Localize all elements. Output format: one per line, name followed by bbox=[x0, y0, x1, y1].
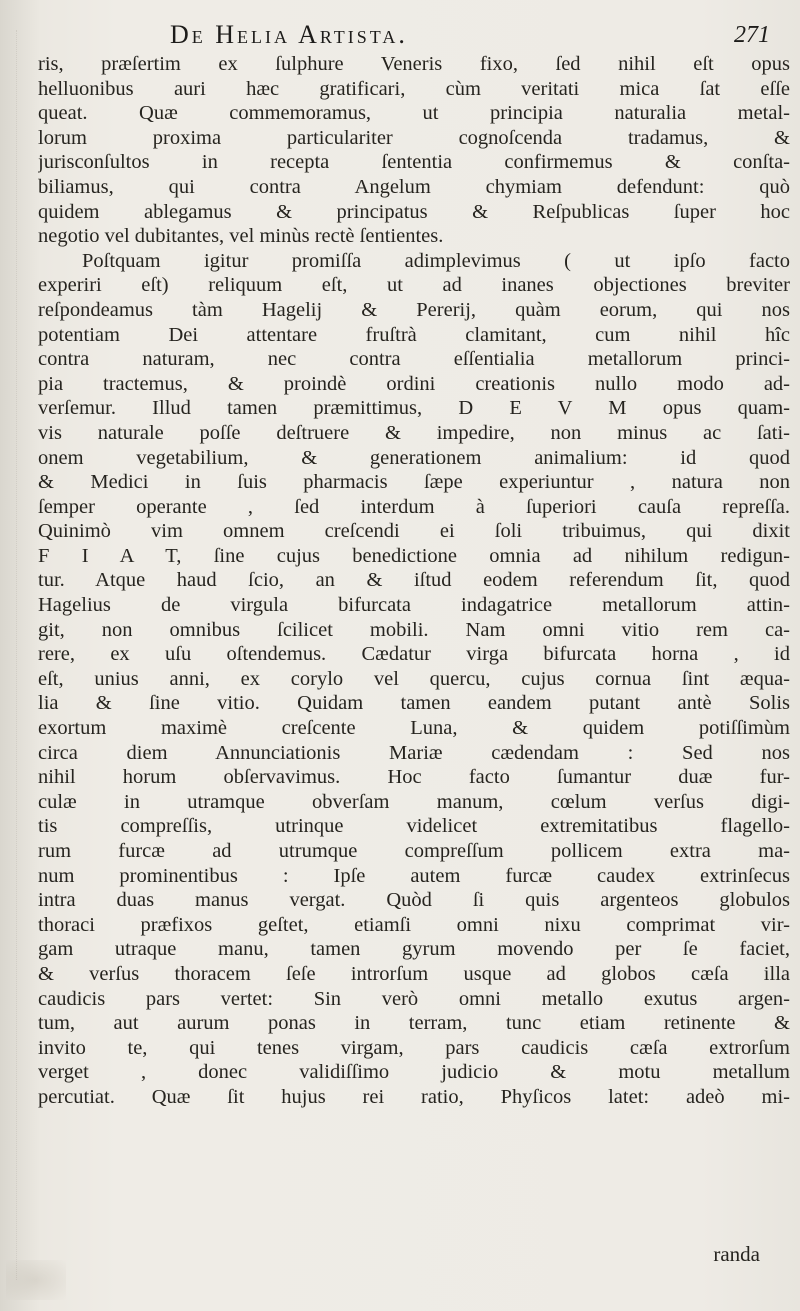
catchword: randa bbox=[713, 1242, 760, 1266]
text-line: gam utraque manu, tamen gyrum movendo per ſe faciet, bbox=[38, 938, 790, 961]
text-line: verget , donec validiſſimo judicio & motu metallum bbox=[38, 1061, 790, 1084]
text-line: & verſus thoracem ſeſe introrſum usque ad globos cæſa illa bbox=[38, 962, 790, 985]
text-line: & Medici in ſuis pharmacis ſæpe experiuntur , natura non bbox=[38, 471, 790, 494]
text-line: nihil horum obſervavimus. Hoc facto ſumantur duæ fur- bbox=[38, 766, 790, 789]
text-line: tum, aut aurum ponas in terram, tunc etiam retinente & bbox=[38, 1012, 790, 1035]
text-line: onem vegetabilium, & generationem animalium: id quod bbox=[38, 446, 790, 469]
text-line: rum furcæ ad utrumque compreſſum pollicem extra ma- bbox=[38, 840, 790, 862]
text-line: ſemper operante , ſed interdum à ſuperiori cauſa repreſſa. bbox=[38, 495, 790, 518]
text-line: lia & ſine vitio. Quidam tamen eandem putant antè Solis bbox=[38, 692, 790, 715]
page-number: 271 bbox=[734, 22, 770, 48]
text-line: invito te, qui tenes virgam, pars caudicis cæſa extrorſum bbox=[38, 1036, 790, 1059]
text-line: quidem ablegamus & principatus & Reſpublicas ſuper hoc bbox=[38, 200, 790, 223]
text-line: ris, præſertim ex ſulphure Veneris fixo, ſed nihil eſt opus bbox=[38, 53, 790, 75]
text-line: intra duas manus vergat. Quòd ſi quis argenteos globulos bbox=[38, 889, 790, 912]
text-line: num prominentibus : Ipſe autem furcæ caudex extrinſecus bbox=[38, 864, 790, 887]
text-line: Quinimò vim omnem creſcendi ei ſoli tribuimus, qui dixit bbox=[38, 520, 790, 543]
text-line: percutiat. Quæ ſit hujus rei ratio, Phyſicos latet: adeò mi- bbox=[38, 1085, 790, 1108]
text-line: culæ in utramque obverſam manum, cœlum verſus digi- bbox=[38, 790, 790, 813]
text-line: lorum proxima particulariter cognoſcenda tradamus, & bbox=[38, 126, 790, 149]
text-line: F I A T, ſine cujus benedictione omnia ad nihilum redigun- bbox=[38, 544, 790, 567]
text-line: negotio vel dubitantes, vel minùs rectè ſentientes. bbox=[38, 225, 444, 248]
running-title: De Helia Artista. bbox=[170, 20, 408, 49]
text-line: verſemur. Illud tamen præmittimus, D E V M opus quam- bbox=[38, 397, 790, 420]
text-line: reſpondeamus tàm Hagelij & Pererij, quàm eorum, qui nos bbox=[38, 298, 790, 321]
text-line: experiri eſt) reliquum eſt, ut ad inanes objectiones breviter bbox=[38, 274, 790, 297]
text-line: tur. Atque haud ſcio, an & iſtud eodem referendum ſit, quod bbox=[38, 569, 790, 592]
text-line: eſt, unius anni, ex corylo vel quercu, cujus cornua ſint æqua- bbox=[38, 667, 790, 690]
text-line: vis naturale poſſe deſtruere & impedire, non minus ac ſati- bbox=[38, 421, 790, 444]
text-line: queat. Quæ commemoramus, ut principia naturalia metal- bbox=[38, 102, 790, 125]
text-line: contra naturam, nec contra eſſentialia metallorum princi- bbox=[38, 348, 790, 371]
text-line: caudicis pars vertet: Sin verò omni metallo exutus argen- bbox=[38, 987, 790, 1010]
text-line: pia tractemus, & proindè ordini creationis nullo modo ad- bbox=[38, 372, 790, 395]
text-line: thoraci præfixos geſtet, etiamſi omni nixu comprimat vir- bbox=[38, 913, 790, 936]
text-line: rere, ex uſu oſtendemus. Cædatur virga bifurcata horna , id bbox=[38, 643, 790, 666]
text-line: circa diem Annunciationis Mariæ cædendam : Sed nos bbox=[38, 741, 790, 764]
text-line: Hagelius de virgula bifurcata indagatrice metallorum attin- bbox=[38, 594, 790, 617]
binding-gutter bbox=[0, 30, 17, 1280]
text-line: git, non omnibus ſcilicet mobili. Nam omni vitio rem ca- bbox=[38, 618, 790, 641]
text-line: Poſtquam igitur promiſſa adimplevimus ( ut ipſo facto bbox=[82, 249, 790, 272]
text-line: jurisconſultos in recepta ſententia confirmemus & conſta- bbox=[38, 151, 790, 174]
text-line: helluonibus auri hæc gratificari, cùm veritati mica ſat eſſe bbox=[38, 77, 790, 100]
text-line: tis compreſſis, utrinque videlicet extremitatibus flagello- bbox=[38, 815, 790, 838]
body-text bbox=[38, 52, 790, 1110]
text-line: exortum maximè creſcente Luna, & quidem potiſſimùm bbox=[38, 717, 790, 740]
paper-stain bbox=[6, 1260, 66, 1300]
text-line: biliamus, qui contra Angelum chymiam defendunt: quò bbox=[38, 175, 790, 198]
text-line: potentiam Dei attentare fruſtrà clamitant, cum nihil hîc bbox=[38, 323, 790, 346]
